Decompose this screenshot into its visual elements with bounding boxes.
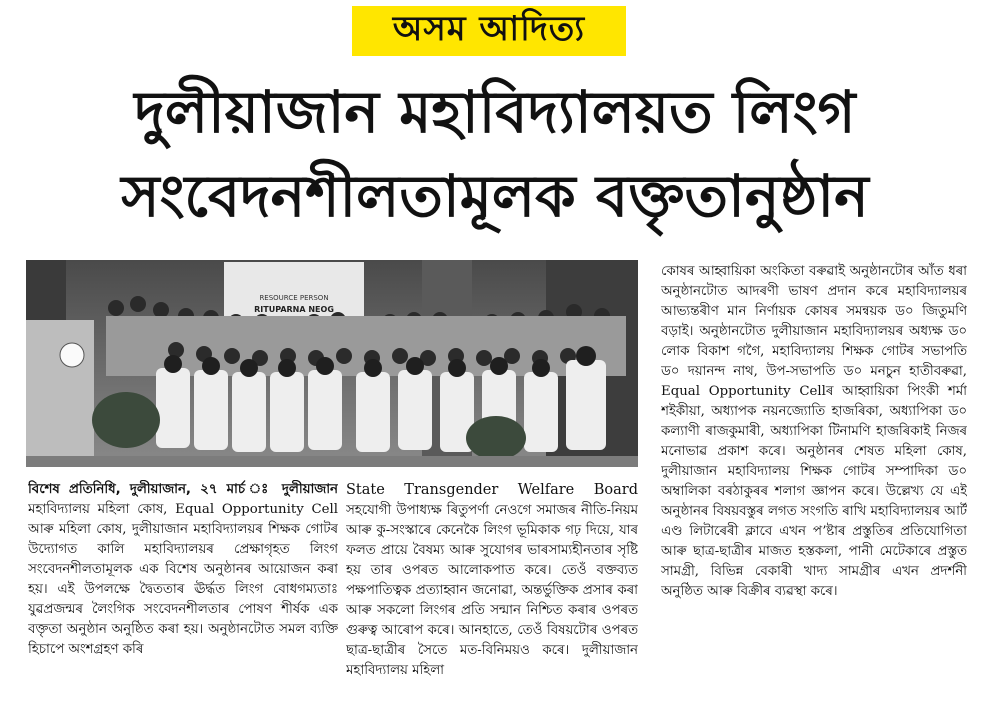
headline-line-2: সংবেদনশীলতামূলক বক্তৃতানুষ্ঠান (121, 162, 869, 230)
column-1-body: মহাবিদ্যালয় মহিলা কোষ, Equal Opportunity Cell আৰু মহিলা কোষ, দুলীয়াজান মহাবিদ্যালয়ৰ শিক্ষক গোটৰ উদ্যোগত কালি মহাবিদ্যালয়ৰ প্ৰেক্ষাগৃহত লিংগ সংবেদনশীলতামূলক এক বিশেষ অনুষ্ঠানৰ আয়োজন কৰা হয়। এই উপলক্ষে দ্বৈততাৰ ঊৰ্দ্ধত লিংগ বোধগম্যতাঃ যুৱপ্ৰজন্মৰ লৈংগিক সংবেদনশীলতাৰ পোষণ শীৰ্ষক এক বক্তৃতা অনুষ্ঠান অনুষ্ঠিত কৰা হয়। অনুষ্ঠানটোত সমল ব্যক্তি হিচাপে অংশগ্ৰহণ কৰি (28, 502, 338, 657)
article-column-2 (346, 480, 638, 702)
article-column-1 (28, 480, 338, 702)
section-masthead (352, 6, 626, 56)
article-column-3 (661, 262, 967, 702)
column-2-english-lead: State Transgender Welfare Board (346, 482, 638, 498)
article-dateline: বিশেষ প্ৰতিনিধি, দুলীয়াজান, ২৭ মাৰ্চ ঃ দুলীয়াজান (28, 482, 338, 497)
column-3-body: কোষৰ আহ্বায়িকা অংকিতা বৰুৱাই অনুষ্ঠানটোৰ আঁত ধৰা অনুষ্ঠানটোত আদৰণী ভাষণ প্ৰদান কৰে মহাবিদ্যালয়ৰ আভ্যন্তৰীণ মান নিৰ্ণায়ক কোষৰ সমন্বয়ক ড০ জিতুমণি বড়াই। অনুষ্ঠানটোত দুলীয়াজান মহাবিদ্যালয়ৰ অধ্যক্ষ ড০ লোক বিকাশ গগৈ, মহাবিদ্যালয় শিক্ষক গোটৰ সভাপতি ড০ দয়ানন্দ নাথ, উপ-সভাপতি ড০ মনচুন হাতীবৰুৱা, Equal Opportunity Cellৰ আহ্বায়িকা পিংকী শৰ্মা শইকীয়া, অধ্যাপক নয়নজ্যোতি হাজৰিকা, অধ্যাপিকা ড০ কল্যাণী ৰাজকুমাৰী, অধ্যাপিকা টিনামণি হাজৰিকাই নিজৰ মনোভাৱ প্ৰকাশ কৰে। অনুষ্ঠানৰ শেষত মহিলা কোষ, দুলীয়াজান মহাবিদ্যালয় শিক্ষক গোটৰ সম্পাদিকা ড০ অম্বালিকা বৰঠাকুৰৰ শলাগ জ্ঞাপন কৰে। উল্লেখ্য যে এই অনুষ্ঠানৰ বিষয়বস্তুৰ লগত সংগতি ৰাখি মহাবিদ্যালয়ৰ আৰ্ট এণ্ড লিটাৰেৰী ক্লাবে এখন পʼষ্টাৰ প্ৰস্তুতিৰ প্ৰতিযোগিতা আৰু ছাত্ৰ-ছাত্ৰীৰ মাজত হস্তকলা, পানী মেটেকাৰে প্ৰস্তুত সামগ্ৰী, বিভিন্ন বেকাৰী খাদ্য সামগ্ৰীৰ এখন প্ৰদৰ্শনী অনুষ্ঠিত আৰু বিক্ৰীৰ ব্যৱস্থা কৰে। (661, 264, 967, 599)
group-photo (26, 260, 638, 467)
column-2-body: সহযোগী উপাধ্যক্ষ ৰিতুপৰ্ণা নেওগে সমাজৰ নীতি-নিয়ম আৰু কু-সংস্কাৰে কেনেকৈ লিংগ ভূমিকাক গঢ় দিয়ে, যাৰ ফলত প্ৰায়ে বৈষম্য আৰু সুযোগৰ ভাৰসাম্যহীনতাৰ সৃষ্টি হয় তাৰ ওপৰত আলোকপাত কৰে। তেওঁ বক্তব্যত পক্ষপাতিত্বক প্ৰত্যাহ্বান জনোৱা, অন্তৰ্ভুক্তিক প্ৰসাৰ কৰা আৰু সকলো লিংগৰ প্ৰতি সন্মান নিশ্চিত কৰাৰ ওপৰত গুৰুত্ব আৰোপ কৰে। আনহাতে, তেওঁ বিষয়টোৰ ওপৰত ছাত্ৰ-ছাত্ৰীৰ সৈতে মত-বিনিময়ও কৰে। দুলীয়াজান মহাবিদ্যালয় মহিলা (346, 503, 638, 678)
banner-line-1: RESOURCE PERSON (259, 294, 329, 302)
group-photo-image (26, 260, 638, 467)
headline-line-1: দুলীয়াজান মহাবিদ্যালয়ত লিংগ (134, 78, 856, 146)
section-label: অসম আদিত্য (392, 8, 586, 49)
banner-line-2: RITUPARNA NEOG (254, 305, 334, 314)
article-headline (30, 70, 960, 238)
